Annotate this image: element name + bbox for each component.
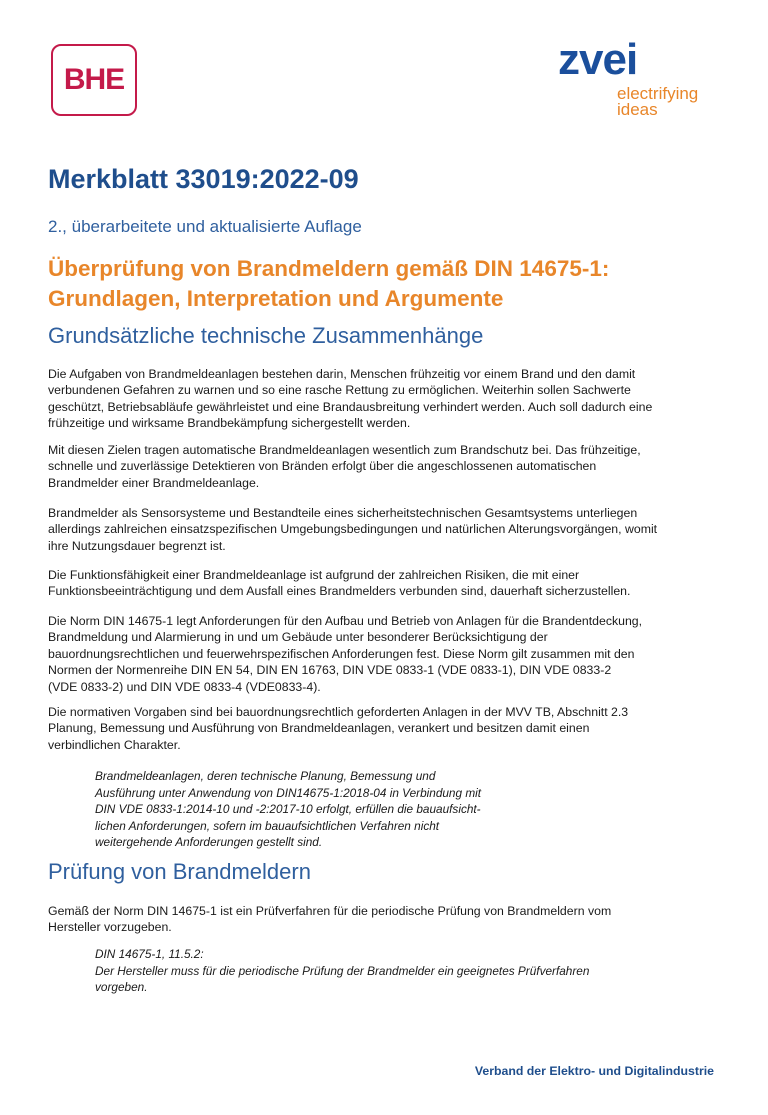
zvei-logo-tagline-2: ideas <box>617 100 658 119</box>
bhe-logo-text: BHE <box>63 63 125 96</box>
paragraph-line: allerdings zahlreichen einsatzspezifischen Umgebungsbedingungen und natürlichen Alterungsvorgängen, womit <box>48 522 658 537</box>
zvei-logo <box>558 35 728 119</box>
paragraph-line: Brandmeldung und Alarmierung in und um Gebäude unter besonderer Berücksichtigung der <box>48 630 548 645</box>
paragraph-6 <box>48 704 720 753</box>
paragraph-4 <box>48 567 720 600</box>
zvei-logo-word: zvei <box>558 35 638 84</box>
paragraph-line: verbindlichen Charakter. <box>48 737 181 752</box>
paragraph-line: Hersteller vorzugeben. <box>48 920 172 935</box>
quote-line: lichen Anforderungen, sofern im bauaufsichtlichen Verfahren nicht <box>95 818 440 833</box>
paragraph-3 <box>48 505 720 554</box>
quote-din-14675 <box>95 946 589 996</box>
paragraph-line: Normen der Normenreihe DIN EN 54, DIN EN 16763, DIN VDE 0833-1 (VDE 0833-1), DIN VDE 0833-2 <box>48 663 612 678</box>
paragraph-line: Funktionsbeeinträchtigung und dem Ausfall eines Brandmelders verbunden sind, dauerhaft sicherzustellen. <box>48 584 631 599</box>
paragraph-line: schnelle und zuverlässige Detektieren von Bränden erfolgt über die angeschlossenen automatischen <box>48 459 597 474</box>
paragraph-line: frühzeitige und wirksame Brandbekämpfung sichergestellt werden. <box>48 416 411 431</box>
quote-line: DIN 14675-1, 11.5.2: <box>95 947 204 961</box>
paragraph-line: Die Funktionsfähigkeit einer Brandmeldeanlage ist aufgrund der zahlreichen Risiken, die mit einer <box>48 568 580 582</box>
paragraph-line: Die Aufgaben von Brandmeldeanlagen bestehen darin, Menschen frühzeitig vor einem Brand und den damit <box>48 367 636 381</box>
paragraph-line: bauordnungsrechtlichen und feuerwehrspezifischen Anforderungen fest. Diese Norm gilt zusammen mit den <box>48 646 635 661</box>
paragraph-line: Brandmelder einer Brandmeldeanlage. <box>48 475 260 490</box>
quote-line: Brandmeldeanlagen, deren technische Planung, Bemessung und <box>95 769 436 783</box>
zvei-logo-tagline-1: electrifying <box>617 84 699 103</box>
footer-organization: Verband der Elektro- und Digitalindustrie <box>474 1064 714 1078</box>
edition-subtitle: 2., überarbeitete und aktualisierte Auflage <box>48 217 362 236</box>
paragraph-1 <box>48 366 720 432</box>
paragraph-5 <box>48 613 720 695</box>
quote-line: Der Hersteller muss für die periodische Prüfung der Brandmelder ein geeignetes Prüfverfahren <box>95 963 590 978</box>
quote-line: weitergehende Anforderungen gestellt sind. <box>95 835 323 850</box>
paragraph-7 <box>48 903 720 936</box>
quote-line: DIN VDE 0833-1:2014-10 und -2:2017-10 erfolgt, erfüllen die bauaufsicht- <box>95 802 481 817</box>
paragraph-line: Mit diesen Zielen tragen automatische Brandmeldeanlagen wesentlich zum Brandschutz bei. Das frühzeitige, <box>48 443 641 457</box>
paragraph-line: Die Norm DIN 14675-1 legt Anforderungen für den Aufbau und Betrieb von Anlagen für die Brandentdeckung, <box>48 614 643 628</box>
paragraph-line: geschützt, Betriebsabläufe gewährleistet und eine Brandausbreitung verhindert werden. Auch soll dadurch eine <box>48 399 653 414</box>
paragraph-line: Brandmelder als Sensorsysteme und Bestandteile eines sicherheitstechnischen Gesamtsystems unterliegen <box>48 506 638 520</box>
paragraph-line: (VDE 0833-2) und DIN VDE 0833-4 (VDE0833-4). <box>48 679 321 694</box>
quote-mvv-tb <box>95 768 481 851</box>
paragraph-line: Die normativen Vorgaben sind bei bauordnungsrechtlich geforderten Anlagen in der MVV TB, Abschnitt 2.3 <box>48 705 629 719</box>
bhe-logo <box>51 44 137 116</box>
main-title-line-2: Grundlagen, Interpretation und Argumente <box>48 286 504 311</box>
paragraph-line: verbundenen Gefahren zu warnen und so eine rasche Rettung zu ermöglichen. Weiterhin sollen Sachwerte <box>48 383 631 398</box>
section-heading-testing: Prüfung von Brandmeldern <box>48 859 311 884</box>
main-title <box>48 254 728 314</box>
quote-line: vorgeben. <box>95 980 148 995</box>
paragraph-2 <box>48 442 720 491</box>
section-heading-technical: Grundsätzliche technische Zusammenhänge <box>48 323 484 348</box>
document-title: Merkblatt 33019:2022-09 <box>48 164 359 194</box>
quote-line: Ausführung unter Anwendung von DIN14675-1:2018-04 in Verbindung mit <box>95 785 482 800</box>
paragraph-line: Planung, Bemessung und Ausführung von Brandmeldeanlagen, verankert und besitzen damit einen <box>48 721 590 736</box>
paragraph-line: Gemäß der Norm DIN 14675-1 ist ein Prüfverfahren für die periodische Prüfung von Brandmeldern vom <box>48 904 612 918</box>
paragraph-line: ihre Nutzungsdauer begrenzt ist. <box>48 538 226 553</box>
main-title-line-1: Überprüfung von Brandmeldern gemäß DIN 14675-1: <box>48 256 610 281</box>
